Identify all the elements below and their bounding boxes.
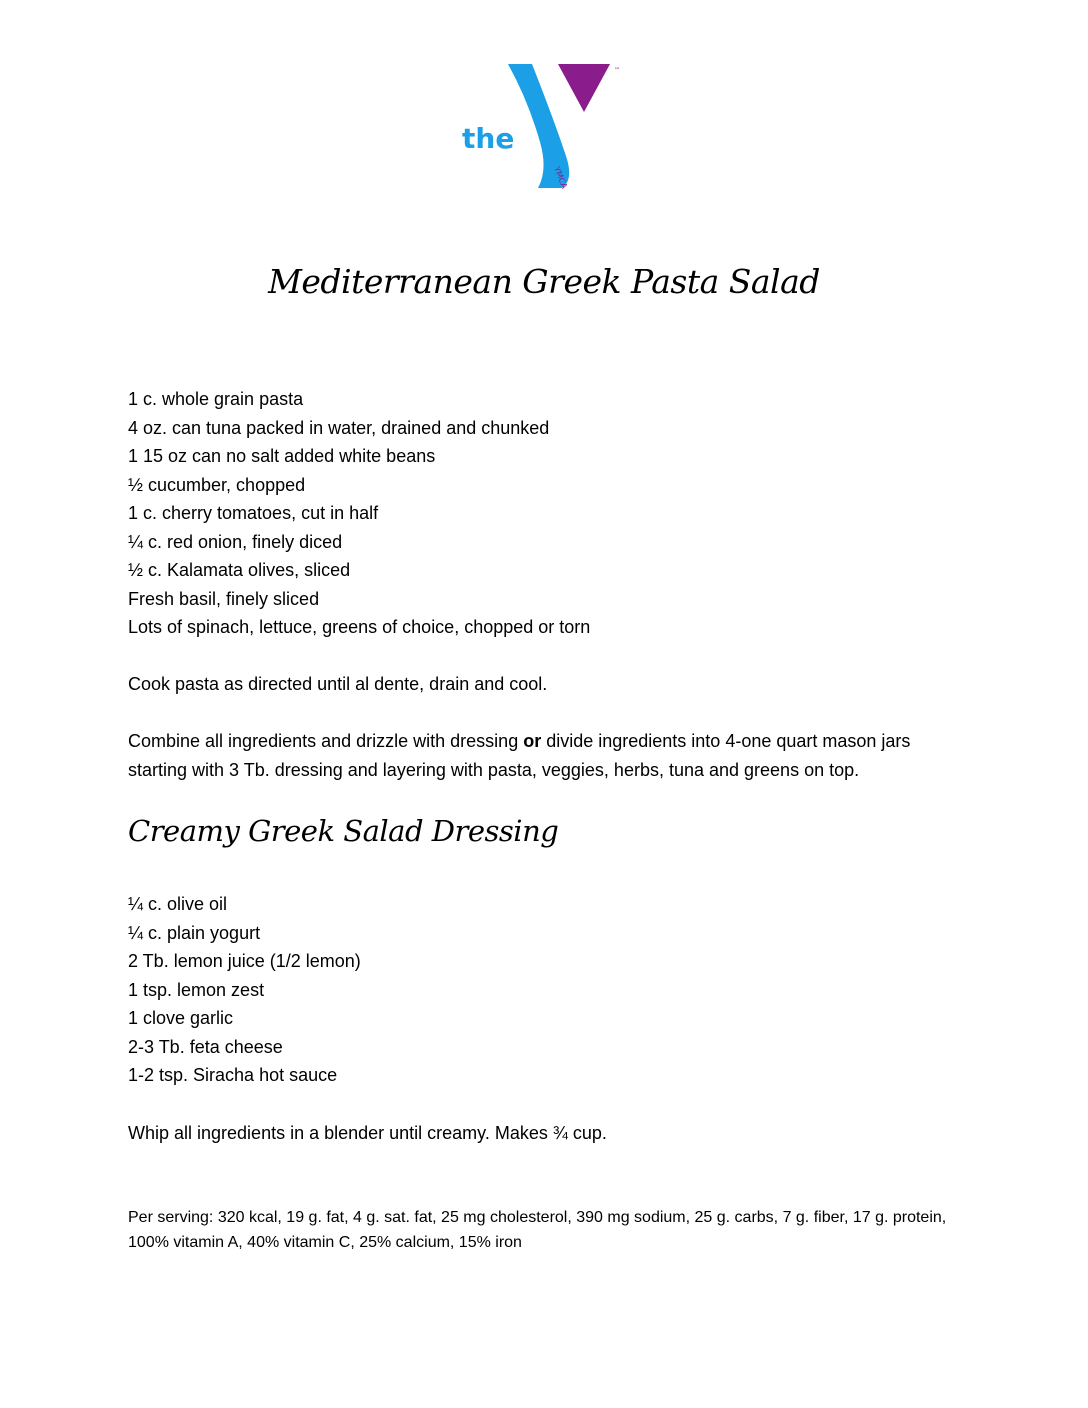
ingredient-item: 1 15 oz can no salt added white beans — [128, 446, 436, 466]
recipe-title: Mediterranean Greek Pasta Salad — [268, 262, 820, 301]
dressing-ingredient-item: 2-3 Tb. feta cheese — [128, 1036, 283, 1057]
combine-text-end: divide ingredients into 4-one quart mason jars starting with 3 Tb. dressing and layering with pasta, veggies, herbs, tuna and greens on top. — [128, 731, 911, 780]
ingredient-item: ½ cucumber, chopped — [128, 474, 306, 495]
ingredient-item: ½ c. Kalamata olives, sliced — [128, 560, 351, 580]
dressing-title: Creamy Greek Salad Dressing — [128, 814, 559, 848]
dressing-ingredient-item: 1-2 tsp. Siracha hot sauce — [128, 1065, 338, 1085]
dressing-ingredient-item: 1 tsp. lemon zest — [128, 979, 265, 1000]
ingredient-item: 1 c. whole grain pasta — [128, 389, 304, 409]
ingredient-item: 1 c. cherry tomatoes, cut in half — [128, 503, 379, 523]
logo-ymca-text: YMCA — [552, 165, 570, 190]
ingredient-item: Fresh basil, finely sliced — [128, 588, 320, 609]
ymca-y-logo-icon — [456, 60, 628, 192]
dressing-ingredient-item: ¼ c. plain yogurt — [128, 922, 261, 943]
combine-instruction — [128, 727, 968, 784]
ingredient-item: ¼ c. red onion, finely diced — [128, 531, 343, 552]
dressing-ingredient-item: 2 Tb. lemon juice (1/2 lemon) — [128, 951, 361, 971]
combine-emphasis: or — [523, 731, 542, 751]
nutrition-facts: Per serving: 320 kcal, 19 g. fat, 4 g. sat. fat, 25 mg cholesterol, 390 mg sodium, 25 g. carbs, 7 g. fiber, 17 g. protein, 100% vitamin A, 40% vitamin C, 25% calcium, 15% iron — [128, 1209, 947, 1251]
logo-the-text: the — [462, 122, 515, 155]
ymca-logo — [456, 60, 628, 192]
dressing-ingredient-item: 1 clove garlic — [128, 1008, 234, 1028]
dressing-instruction: Whip all ingredients in a blender until creamy. Makes ¾ cup. — [128, 1123, 607, 1143]
combine-text-start: Combine all ingredients and drizzle with dressing — [128, 731, 524, 751]
dressing-ingredient-item: ¼ c. olive oil — [128, 894, 228, 914]
ingredient-item: 4 oz. can tuna packed in water, drained and chunked — [128, 417, 550, 438]
cook-instruction: Cook pasta as directed until al dente, drain and cool. — [128, 674, 548, 694]
dressing-ingredients — [128, 890, 361, 1090]
ingredient-item: Lots of spinach, lettuce, greens of choice, chopped or torn — [128, 617, 591, 637]
logo-tm-text: ™ — [614, 67, 620, 74]
pasta-salad-ingredients — [128, 385, 590, 642]
